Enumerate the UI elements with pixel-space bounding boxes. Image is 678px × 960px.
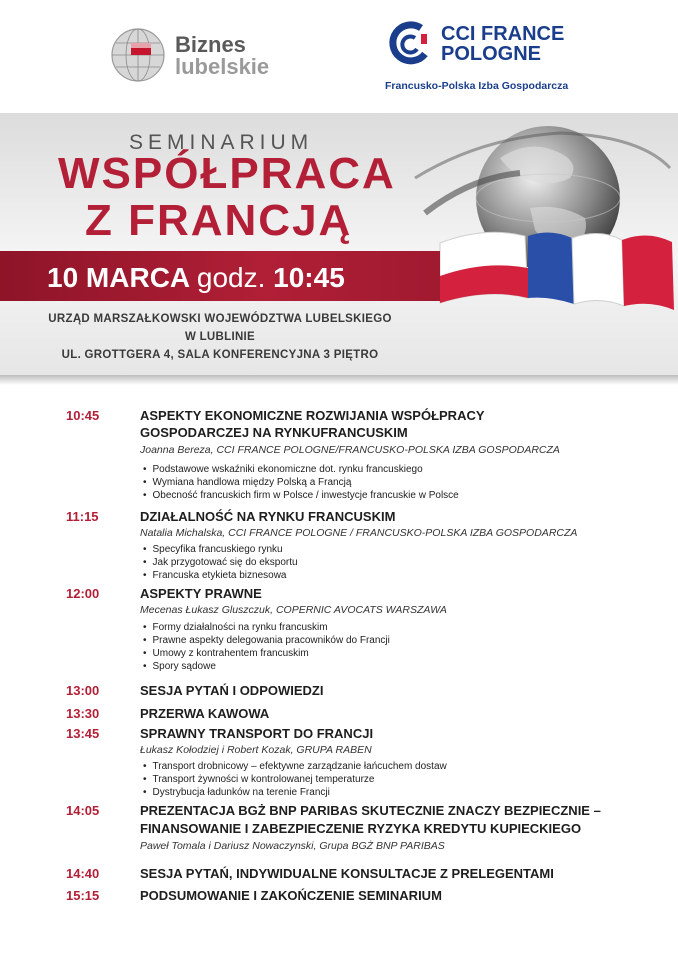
banner-shadow [0,375,678,385]
agenda-bullet: • Prawne aspekty delegowania pracowników do Francji [143,635,390,646]
agenda-title: PODSUMOWANIE I ZAKOŃCZENIE SEMINARIUM [140,888,442,903]
agenda-speaker: Joanna Bereza, CCI FRANCE POLOGNE/FRANCUSKO-POLSKA IZBA GOSPODARCZA [140,444,560,456]
event-title-line1: WSPÓŁPRACA [58,149,396,198]
venue-line1: URZĄD MARSZAŁKOWSKI WOJEWÓDZTWA LUBELSKIEGO [48,313,392,325]
agenda-bullet: • Umowy z kontrahentem francuskim [143,648,309,659]
agenda-time: 13:00 [66,683,100,698]
agenda-title: FINANSOWANIE I ZABEZPIECZENIE RYZYKA KREDYTU KUPIECKIEGO [140,821,582,836]
agenda-bullet: • Jak przygotować się do eksportu [143,557,298,568]
agenda-bullet: • Francuska etykieta biznesowa [143,570,286,581]
agenda-speaker: Mecenas Łukasz Gluszczuk, COPERNIC AVOCATS WARSZAWA [140,604,447,616]
agenda-title: PREZENTACJA BGŻ BNP PARIBAS SKUTECZNIE ZNACZY BEZPIECZNIE – [140,803,601,818]
agenda-time: 13:45 [66,726,100,741]
biznes-logo-line2: lubelskie [175,54,270,79]
cci-france-pologne-logo [385,18,585,96]
agenda-title: SPRAWNY TRANSPORT DO FRANCJI [140,726,374,741]
event-title-line2: Z FRANCJĄ [85,196,353,245]
event-date-time [47,262,345,294]
venue-line2: W LUBLINIE [184,331,256,343]
godz-label: godz. [196,262,266,293]
agenda-time: 12:00 [66,586,100,601]
agenda-bullet: • Obecność francuskich firm w Polsce / inwestycje francuskie w Polsce [143,490,459,501]
globe-flags-illustration [410,118,678,318]
event-time: 10:45 [273,262,345,293]
agenda-title: ASPEKTY EKONOMICZNE ROZWIJANIA WSPÓŁPRACY [140,408,485,423]
agenda-title: DZIAŁALNOŚĆ NA RYNKU FRANCUSKIM [140,509,396,524]
agenda-bullet: • Specyfika francuskiego rynku [143,544,283,555]
agenda-time: 15:15 [66,888,100,903]
agenda-speaker: Łukasz Kołodziej i Robert Kozak, GRUPA RABEN [140,744,372,756]
agenda-title: PRZERWA KAWOWA [140,706,270,721]
cci-name-line1: CCI FRANCE [441,23,565,45]
biznes-lubelskie-logo [107,26,292,86]
biznes-logo-line1: Biznes [175,32,246,57]
cci-name-line2: POLOGNE [441,43,542,65]
agenda-title: ASPEKTY PRAWNE [140,586,262,601]
globe-logo-icon [107,26,169,84]
agenda-bullet: • Wymiana handlowa między Polską a Francją [143,477,351,488]
agenda-bullet: • Spory sądowe [143,661,216,672]
venue-line3: UL. GROTTGERA 4, SALA KONFERENCYJNA 3 PIĘTRO [61,349,379,361]
event-date: 10 MARCA [47,262,190,293]
agenda-bullet: • Podstawowe wskaźniki ekonomiczne dot. rynku francuskiego [143,464,423,475]
agenda-title: SESJA PYTAŃ, INDYWIDUALNE KONSULTACJE Z PRELEGENTAMI [140,866,554,881]
agenda-speaker: Natalia Michalska, CCI FRANCE POLOGNE / FRANCUSKO-POLSKA IZBA GOSPODARCZA [140,527,578,539]
agenda-time: 13:30 [66,706,100,721]
agenda-time: 11:15 [66,509,99,524]
agenda-bullet: • Dystrybucja ładunków na terenie Francji [143,787,330,798]
agenda-bullet: • Transport drobnicowy – efektywne zarządzanie łańcuchem dostaw [143,761,447,772]
cci-mark-icon [385,18,435,68]
agenda-title: GOSPODARCZEJ NA RYNKUFRANCUSKIM [140,425,408,440]
agenda-time: 14:05 [66,803,100,818]
agenda-bullet: • Formy działalności na rynku francuskim [143,622,328,633]
agenda-speaker: Paweł Tomala i Dariusz Nowaczynski, Grupa BGŻ BNP PARIBAS [140,840,445,852]
agenda-time: 10:45 [66,408,100,423]
agenda-time: 14:40 [66,866,100,881]
cci-subtitle: Francusko-Polska Izba Gospodarcza [385,80,569,92]
agenda-title: SESJA PYTAŃ I ODPOWIEDZI [140,683,324,698]
seminarium-label: SEMINARIUM [129,131,314,154]
agenda-bullet: • Transport żywności w kontrolowanej temperaturze [143,774,374,785]
